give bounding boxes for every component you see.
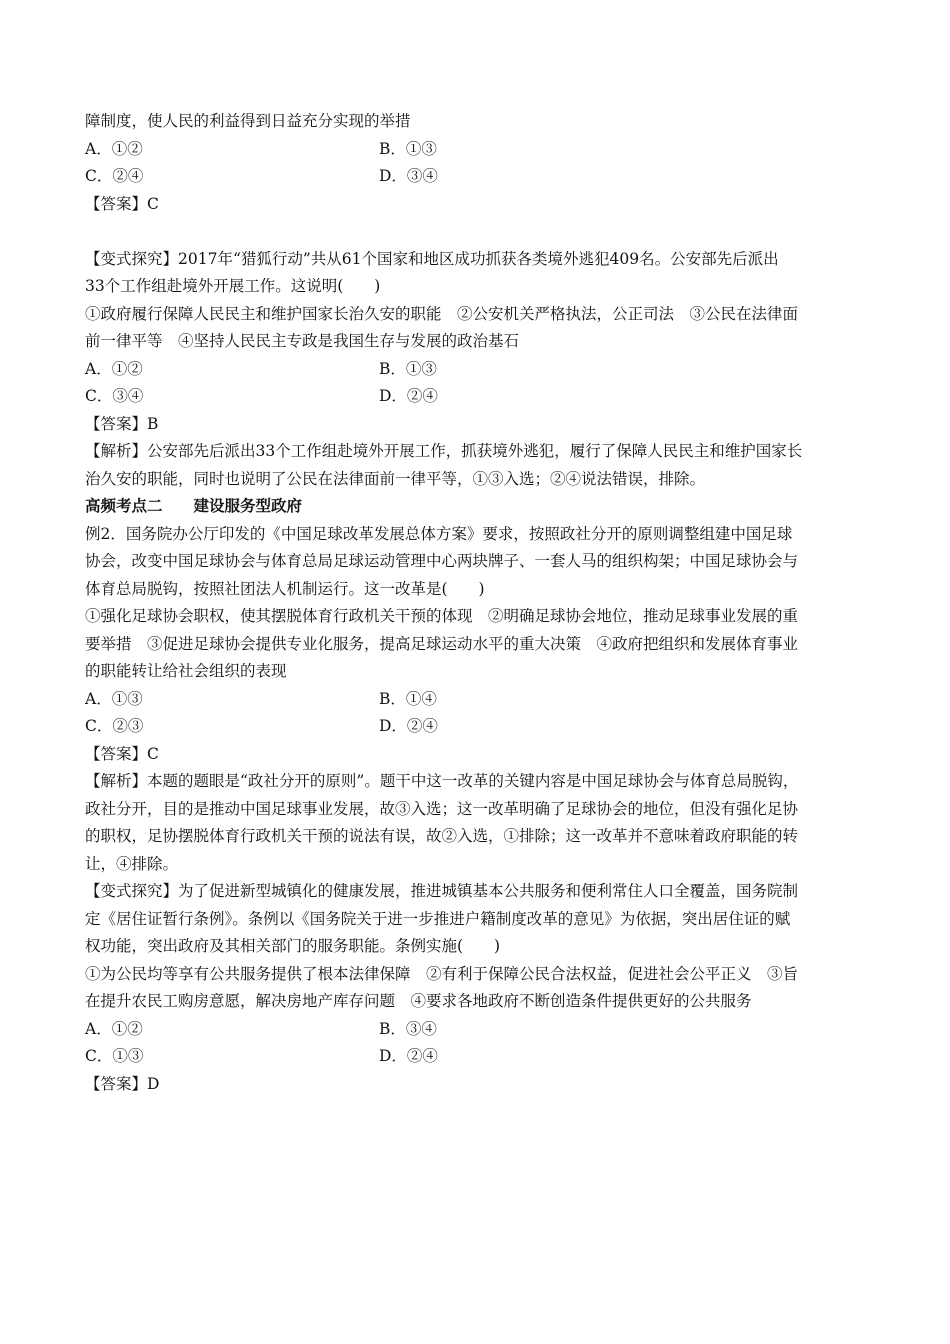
option-c: C．①③ bbox=[85, 1047, 144, 1065]
option-b: B．①④ bbox=[379, 689, 437, 708]
spacer bbox=[85, 218, 875, 246]
option-c: C．②④ bbox=[85, 167, 144, 185]
option-d: D．②④ bbox=[379, 717, 438, 735]
option-c: C．②③ bbox=[85, 717, 144, 735]
options-row bbox=[85, 1043, 875, 1071]
text-line: ①强化足球协会职权，使其摆脱体育行政机关干预的体现 ②明确足球协会地位，推动足球事业发展的重 bbox=[85, 607, 799, 625]
text-line: 【解析】本题的题眼是“政社分开的原则”。题干中这一改革的关键内容是中国足球协会与体育总局脱钩， bbox=[85, 772, 799, 790]
option-d: D．③④ bbox=[379, 167, 438, 185]
text-line: 在提升农民工购房意愿，解决房地产库存问题 ④要求各地政府不断创造条件提供更好的公共服务 bbox=[85, 992, 752, 1010]
text-line: 协会，改变中国足球协会与体育总局足球运动管理中心两块牌子、一套人马的组织构架；中国足球协会与 bbox=[85, 552, 799, 570]
text-line: 要举措 ③促进足球协会提供专业化服务，提高足球运动水平的重大决策 ④政府把组织和发展体育事业 bbox=[85, 634, 799, 653]
text-line: ①政府履行保障人民民主和维护国家长治久安的职能 ②公安机关严格执法，公正司法 ③公民在法律面 bbox=[85, 304, 799, 323]
options-row bbox=[85, 713, 875, 741]
option-a: A．①② bbox=[85, 359, 143, 378]
option-b: B．③④ bbox=[379, 1019, 437, 1038]
option-a: A．①② bbox=[85, 139, 143, 158]
answer-line: 【答案】B bbox=[85, 414, 159, 433]
text-line: 【变式探究】2017年“猎狐行动”共从61个国家和地区成功抓获各类境外逃犯409名。公安部先后派出 bbox=[85, 249, 779, 268]
text-line: 的职能转让给社会组织的表现 bbox=[85, 662, 287, 680]
text-line: 体育总局脱钩，按照社团法人机制运行。这一改革是( ) bbox=[85, 579, 485, 598]
text-line: 前一律平等 ④坚持人民民主专政是我国生存与发展的政治基石 bbox=[85, 332, 520, 350]
option-d: D．②④ bbox=[379, 387, 438, 405]
option-b: B．①③ bbox=[379, 139, 437, 158]
text-line: 例2．国务院办公厅印发的《中国足球改革发展总体方案》要求，按照政社分开的原则调整组建中国足球 bbox=[85, 524, 793, 543]
options-row bbox=[85, 686, 875, 714]
option-c: C．③④ bbox=[85, 387, 144, 405]
text-line: 障制度，使人民的利益得到日益充分实现的举措 bbox=[85, 112, 411, 130]
options-row bbox=[85, 136, 875, 164]
text-line: ①为公民均等享有公共服务提供了根本法律保障 ②有利于保障公民合法权益，促进社会公平正义 ③旨 bbox=[85, 964, 799, 983]
options-row bbox=[85, 356, 875, 384]
option-a: A．①② bbox=[85, 1019, 143, 1038]
document-page bbox=[85, 108, 875, 1098]
text-line: 的职权，足协摆脱体育行政机关干预的说法有误，故②入选，①排除；这一改革并不意味着政府职能的转 bbox=[85, 827, 799, 845]
text-line: 治久安的职能，同时也说明了公民在法律面前一律平等，①③入选；②④说法错误，排除。 bbox=[85, 469, 706, 488]
text-line: 【解析】公安部先后派出33个工作组赴境外开展工作，抓获境外逃犯，履行了保障人民民主和维护国家长 bbox=[85, 442, 803, 460]
options-row bbox=[85, 163, 875, 191]
text-line: 33个工作组赴境外开展工作。这说明( ) bbox=[85, 277, 381, 295]
option-d: D．②④ bbox=[379, 1047, 438, 1065]
answer-line: 【答案】C bbox=[85, 744, 159, 763]
options-row bbox=[85, 383, 875, 411]
answer-line: 【答案】C bbox=[85, 194, 159, 213]
text-line: 政社分开，目的是推动中国足球事业发展，故③入选；这一改革明确了足球协会的地位，但没有强化足协 bbox=[85, 799, 799, 818]
option-b: B．①③ bbox=[379, 359, 437, 378]
options-row bbox=[85, 1016, 875, 1044]
text-line: 让，④排除。 bbox=[85, 854, 179, 873]
answer-line: 【答案】D bbox=[85, 1074, 160, 1093]
option-a: A．①③ bbox=[85, 689, 143, 708]
text-line: 定《居住证暂行条例》。条例以《国务院关于进一步推进户籍制度改革的意见》为依据，突出居住证的赋 bbox=[85, 909, 791, 928]
section-heading: 高频考点二 建设服务型政府 bbox=[85, 497, 303, 515]
text-line: 权功能，突出政府及其相关部门的服务职能。条例实施( ) bbox=[85, 937, 501, 955]
text-line: 【变式探究】为了促进新型城镇化的健康发展，推进城镇基本公共服务和便利常住人口全覆盖，国务院制 bbox=[85, 882, 799, 900]
